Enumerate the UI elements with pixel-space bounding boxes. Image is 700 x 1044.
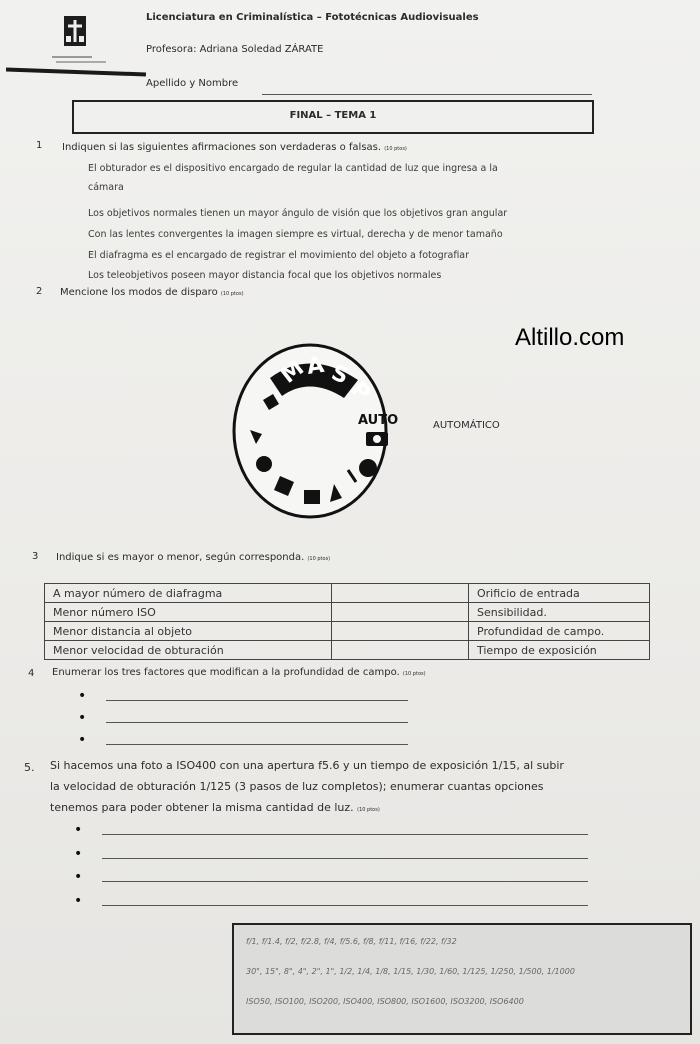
scan-mark xyxy=(6,68,146,77)
q3-row1-right: Orificio de entrada xyxy=(469,584,650,603)
dial-letter-m: M xyxy=(276,355,309,389)
q1-item-5: Los teleobjetivos poseen mayor distancia focal que los objetivos normales xyxy=(88,270,442,281)
aperture-values: f/1, f/1.4, f/2, f/2.8, f/4, f/5.6, f/8, f/11, f/16, f/22, f/32 xyxy=(246,937,457,946)
q3-row3-right: Profundidad de campo. xyxy=(469,622,650,641)
q5-answer-line[interactable] xyxy=(102,834,588,835)
q3-text: Indique si es mayor o menor, según corresponda. (10 ptos) xyxy=(56,552,331,563)
q2-answer: AUTOMÁTICO xyxy=(433,420,500,431)
q3-row2-right: Sensibilidad. xyxy=(469,603,650,622)
q3-row2-answer[interactable] xyxy=(332,603,469,622)
q1-item-2: Los objetivos normales tienen un mayor ángulo de visión que los objetivos gran angular xyxy=(88,208,508,219)
q1-item-1-cont: cámara xyxy=(88,182,124,193)
table-row xyxy=(45,622,650,641)
q5-line3: tenemos para poder obtener la misma cantidad de luz. (10 ptos) xyxy=(50,801,380,814)
q3-row2-left: Menor número ISO xyxy=(45,603,332,622)
iso-values: ISO50, ISO100, ISO200, ISO400, ISO800, ISO1600, ISO3200, ISO6400 xyxy=(246,997,524,1006)
university-logo-icon xyxy=(58,12,92,52)
bullet-icon: • xyxy=(78,688,87,704)
q1-item-4: El diafragma es el encargado de registrar el movimiento del objeto a fotografiar xyxy=(88,250,470,261)
watermark: Altillo.com xyxy=(515,324,625,351)
dial-letter-a: A xyxy=(305,352,326,380)
bullet-icon: • xyxy=(74,846,83,862)
table-row xyxy=(45,641,650,660)
q5-line2: la velocidad de obturación 1/125 (3 pasos de luz completos); enumerar cuantas opciones xyxy=(50,780,544,793)
bullet-icon: • xyxy=(74,869,83,885)
bullet-icon: • xyxy=(74,893,83,909)
student-name-label: Apellido y Nombre xyxy=(146,78,239,89)
shutter-speed-values: 30", 15", 8", 4", 2", 1", 1/2, 1/4, 1/8, 1/15, 1/30, 1/60, 1/125, 1/250, 1/500, 1/1000 xyxy=(246,967,575,976)
q2-points: (10 ptos) xyxy=(220,291,244,297)
logo-caption-icon xyxy=(50,56,110,64)
q3-row3-answer[interactable] xyxy=(332,622,469,641)
q3-row1-left: A mayor número de diafragma xyxy=(45,584,332,603)
professor-name: Profesora: Adriana Soledad ZÁRATE xyxy=(146,44,324,55)
table-row xyxy=(45,603,650,622)
q3-table xyxy=(44,583,650,660)
q3-number: 3 xyxy=(32,551,39,562)
q3-row4-answer[interactable] xyxy=(332,641,469,660)
q1-points: (10 ptos) xyxy=(384,146,407,152)
dial-auto-label: AUTO xyxy=(358,413,399,428)
exam-title: FINAL – TEMA 1 xyxy=(289,110,377,121)
q4-answer-line[interactable] xyxy=(106,722,408,723)
dial-letter-s: S xyxy=(327,360,352,390)
q4-number: 4 xyxy=(28,668,35,679)
q1-number: 1 xyxy=(36,140,43,151)
q3-row4-right: Tiempo de exposición xyxy=(469,641,650,660)
q1-item-3: Con las lentes convergentes la imagen siempre es virtual, derecha y de menor tamaño xyxy=(88,229,503,240)
student-name-field[interactable] xyxy=(262,94,592,95)
q3-points: (10 ptos) xyxy=(307,556,331,562)
dial-letter-p: P xyxy=(345,377,375,406)
q5-points: (10 ptos) xyxy=(357,807,380,813)
exposure-options-box xyxy=(232,923,692,1035)
table-row xyxy=(45,584,650,603)
bullet-icon: • xyxy=(78,732,87,748)
bullet-icon: • xyxy=(78,710,87,726)
q3-row4-left: Menor velocidad de obturación xyxy=(45,641,332,660)
mode-dial-icon xyxy=(230,340,399,522)
q4-answer-line[interactable] xyxy=(106,700,408,701)
q1-text: Indiquen si las siguientes afirmaciones son verdaderas o falsas. (10 ptos) xyxy=(62,142,407,153)
exam-title-box xyxy=(72,100,594,134)
q4-points: (10 ptos) xyxy=(402,671,426,677)
q3-row1-answer[interactable] xyxy=(332,584,469,603)
q3-row3-left: Menor distancia al objeto xyxy=(45,622,332,641)
q1-item-1: El obturador es el dispositivo encargado de regular la cantidad de luz que ingresa a la xyxy=(88,163,498,174)
q2-text: Mencione los modos de disparo (10 ptos) xyxy=(60,287,244,298)
q2-number: 2 xyxy=(36,286,43,297)
q5-number: 5. xyxy=(24,761,35,774)
q5-answer-line[interactable] xyxy=(102,858,588,859)
q5-answer-line[interactable] xyxy=(102,881,588,882)
q4-text: Enumerar los tres factores que modifican a la profundidad de campo. (10 ptos) xyxy=(52,667,426,678)
q5-line1: Si hacemos una foto a ISO400 con una apertura f5.6 y un tiempo de exposición 1/15, al subir xyxy=(50,759,564,772)
course-title: Licenciatura en Criminalística – Fototécnicas Audiovisuales xyxy=(146,12,479,23)
q4-answer-line[interactable] xyxy=(106,744,408,745)
bullet-icon: • xyxy=(74,822,83,838)
q5-answer-line[interactable] xyxy=(102,905,588,906)
